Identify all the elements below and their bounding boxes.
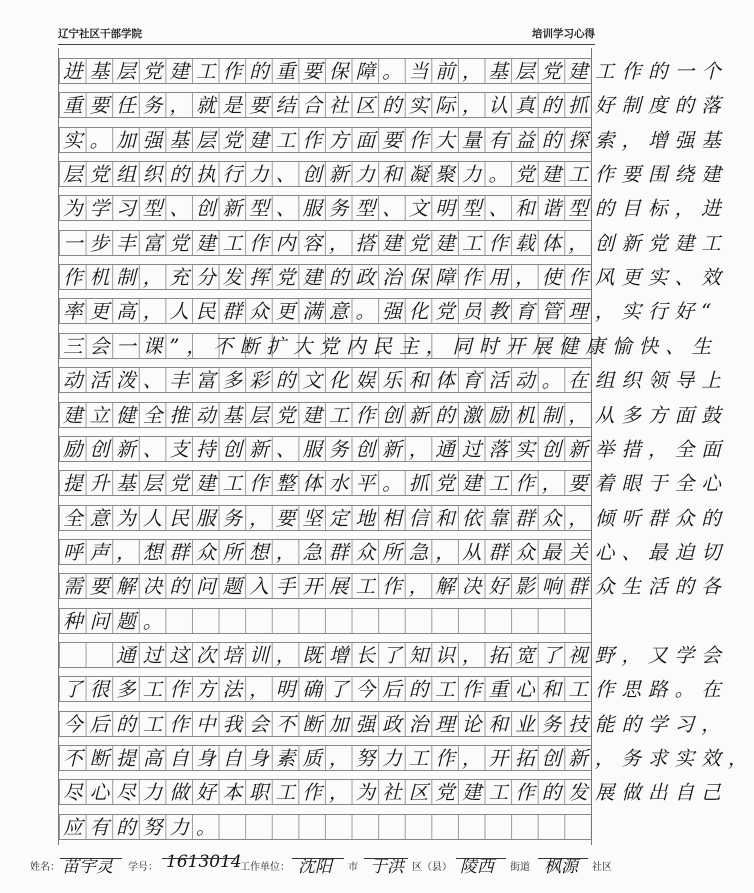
page-header — [58, 26, 595, 44]
grid-row — [59, 573, 728, 599]
district-value: 于洪 — [370, 857, 404, 877]
handwritten-line: 作机制，充分发挥党建的政治保障作用，使作风更实、效 — [63, 266, 728, 290]
street-value: 陵西 — [460, 857, 494, 877]
district-label: 区（县） — [412, 862, 452, 873]
handwritten-line: 需要解决的问题入手开展工作，解决好影响群众生活的各 — [63, 575, 728, 599]
handwritten-line: 实。加强基层党建工作方面要作大量有益的探索，增强基 — [63, 128, 728, 152]
handwritten-line: 一步丰富党建工作内容，搭建党建工作载体，创新党建工 — [63, 231, 728, 255]
grid-row — [59, 711, 728, 737]
street-underline — [456, 858, 506, 859]
document-title: 培训学习心得 — [532, 28, 595, 40]
name-underline — [60, 858, 122, 859]
handwritten-line: 应有的努力。 — [63, 815, 223, 839]
grid-row — [59, 814, 591, 840]
grid-row — [59, 505, 728, 531]
grid-row — [59, 608, 591, 634]
handwritten-line: 励创新、支持创新、服务创新，通过落实创新举措，全面 — [63, 437, 728, 461]
handwritten-line: 呼声，想群众所想，急群众所急，从群众最关心、最迫切 — [63, 540, 728, 564]
handwritten-line: 提升基层党建工作整体水平。抓党建工作，要着眼于全心 — [63, 472, 728, 496]
student-id-value: 1613014 — [166, 852, 242, 872]
writing-grid-sheet — [58, 48, 754, 845]
city-underline — [292, 858, 344, 859]
grid-row — [59, 264, 728, 290]
handwritten-line: 进基层党建工作的重要保障。当前，基层党建工作的一个 — [63, 60, 728, 83]
name-label: 姓名： — [30, 862, 60, 873]
grid-row — [59, 676, 728, 702]
work-unit-label: 工作单位： — [240, 862, 290, 873]
district-underline — [364, 858, 408, 859]
city-label: 市 — [348, 862, 358, 873]
handwritten-line: 种问题。 — [63, 609, 170, 633]
handwritten-line: 全意为人民服务，要坚定地相信和依靠群众，倾听群众的 — [63, 506, 728, 530]
grid-row — [59, 402, 728, 428]
handwritten-line: 建立健全推动基层党建工作创新的激励机制，从多方面鼓 — [63, 403, 728, 427]
header-divider — [58, 44, 595, 45]
grid-row — [59, 367, 728, 393]
grid-row — [59, 470, 728, 496]
grid-row — [59, 298, 719, 324]
city-value: 沈阳 — [298, 857, 332, 877]
grid-row — [59, 539, 728, 565]
grid-row — [59, 127, 728, 153]
student-info-footer — [30, 852, 630, 876]
name-value: 苗宇灵 — [62, 857, 113, 877]
handwritten-line: 重要任务，就是要结合社区的实际，认真的抓好制度的落 — [63, 94, 728, 118]
handwritten-line: 动活泼、丰富多彩的文化娱乐和体育活动。在组织领导上 — [63, 369, 728, 393]
grid-row — [59, 58, 728, 84]
student-id-underline — [162, 858, 236, 859]
community-value: 枫源 — [544, 857, 578, 877]
grid-row — [59, 161, 728, 187]
handwritten-line: 率更高，人民群众更满意。强化党员教育管理，实行好“ — [63, 300, 719, 324]
grid-row — [59, 745, 754, 771]
handwritten-line: 通过这次培训，既增长了知识，拓宽了视野，又学会 — [63, 643, 728, 667]
grid-row — [59, 230, 728, 256]
grid-row — [59, 779, 728, 805]
handwritten-line: 三会一课”，不断扩大党内民主，同时开展健康愉快、生 — [63, 334, 719, 358]
grid-row — [59, 642, 728, 668]
institution-name: 辽宁社区干部学院 — [58, 28, 142, 40]
street-label: 街道 — [510, 862, 530, 873]
grid-row — [59, 333, 719, 359]
handwritten-line: 了很多工作方法，明确了今后的工作重心和工作思路。在 — [63, 678, 728, 702]
handwritten-line: 尽心尽力做好本职工作，为社区党建工作的发展做出自己 — [63, 781, 728, 805]
grid-row — [59, 195, 728, 221]
community-label: 社区 — [592, 862, 612, 873]
handwritten-line: 不断提高自身自身素质，努力工作，开拓创新，务求实效， — [63, 747, 754, 770]
grid-row — [59, 436, 728, 462]
handwritten-line: 今后的工作中我会不断加强政治理论和业务技能的学习， — [63, 712, 728, 736]
community-underline — [538, 858, 588, 859]
grid-row — [59, 92, 728, 118]
handwritten-line: 为学习型、创新型、服务型、文明型、和谐型的目标，进 — [63, 197, 728, 221]
handwritten-line: 层党组织的执行力、创新力和凝聚力。党建工作要围绕建 — [63, 163, 728, 187]
student-id-label: 学号： — [128, 862, 158, 873]
